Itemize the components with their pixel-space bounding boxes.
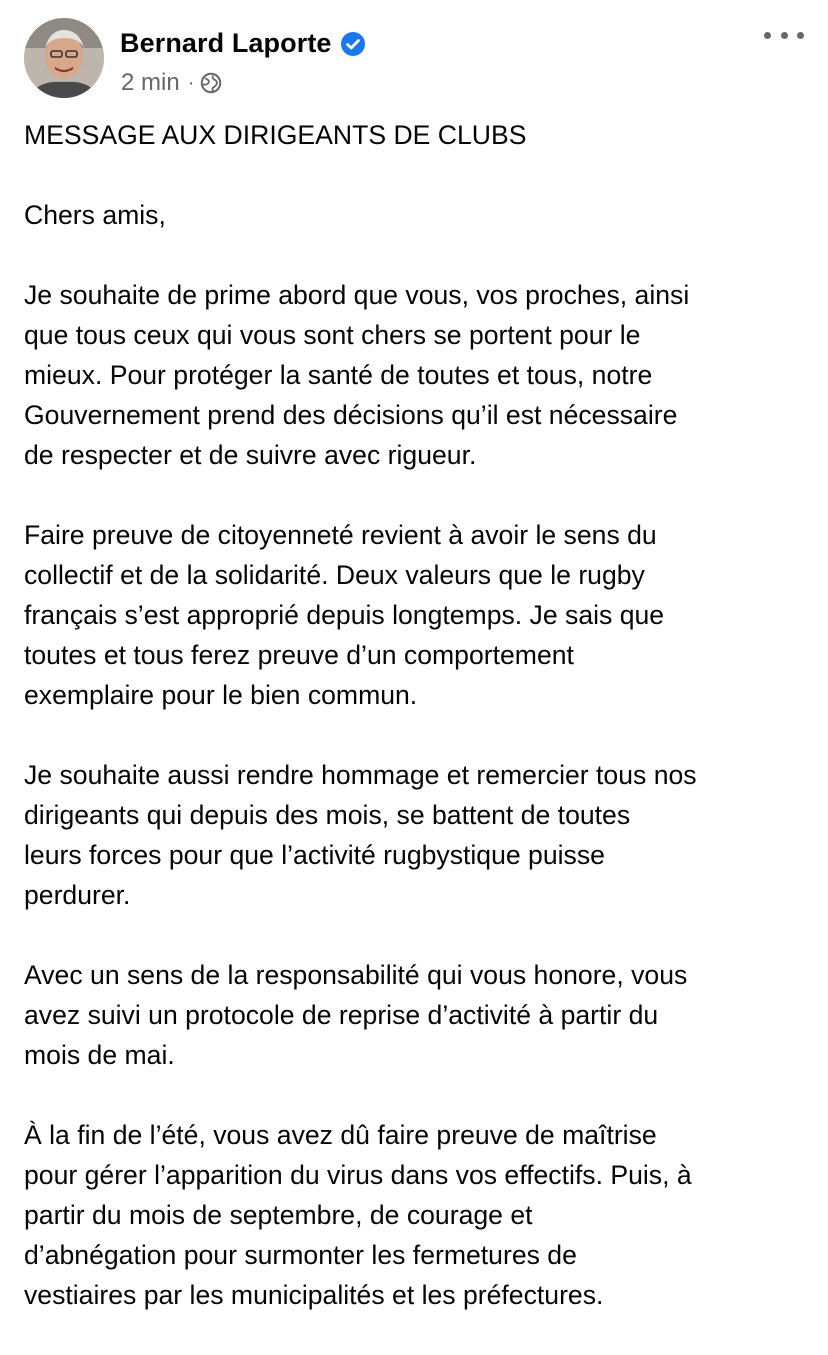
post-timestamp[interactable]: 2 min (121, 69, 180, 96)
post-paragraph: À la fin de l’été, vous avez dû faire preuve de maîtrise pour gérer l’apparition du virus dans vos effectifs. Puis, à partir du mois de septembre, de courage et d’abnégation pour surmonter les fermetures de vestiaires par les municipalités et les préfectures. (24, 1120, 692, 1310)
more-dot (797, 32, 804, 39)
post-meta (121, 69, 222, 97)
post-body (24, 115, 814, 1355)
meta-separator: · (187, 71, 195, 94)
verified-badge-icon (340, 31, 366, 57)
author-name[interactable]: Bernard Laporte (120, 28, 332, 58)
avatar[interactable] (24, 18, 104, 98)
post-paragraph: MESSAGE AUX DIRIGEANTS DE CLUBS (24, 120, 527, 150)
more-dot (764, 32, 771, 39)
author-row (120, 28, 366, 59)
post-paragraph: Faire preuve de citoyenneté revient à avoir le sens du collectif et de la solidarité. Deux valeurs que le rugby français s’est approprié depuis longtemps. Je sais que toutes et tous ferez preuve d’un comportement exemplaire pour le bien commun. (24, 520, 665, 710)
post-paragraph: Je souhaite de prime abord que vous, vos proches, ainsi que tous ceux qui vous sont chers se portent pour le mieux. Pour protéger la santé de toutes et tous, notre Gouvernement prend des décisions qu’il est nécessaire de respecter et de suivre avec rigueur. (24, 280, 690, 470)
post-header (24, 18, 812, 98)
avatar-photo-icon (24, 18, 104, 98)
post-paragraph: Chers amis, (24, 200, 166, 230)
more-dot (781, 32, 788, 39)
post-paragraph: Avec un sens de la responsabilité qui vous honore, vous avez suivi un protocole de reprise d’activité à partir du mois de mai. (24, 960, 688, 1070)
more-options-icon[interactable] (764, 20, 804, 50)
globe-icon (200, 72, 222, 94)
post-paragraph: Je souhaite aussi rendre hommage et remercier tous nos dirigeants qui depuis des mois, se battent de toutes leurs forces pour que l’activité rugbystique puisse perdurer. (24, 760, 697, 910)
